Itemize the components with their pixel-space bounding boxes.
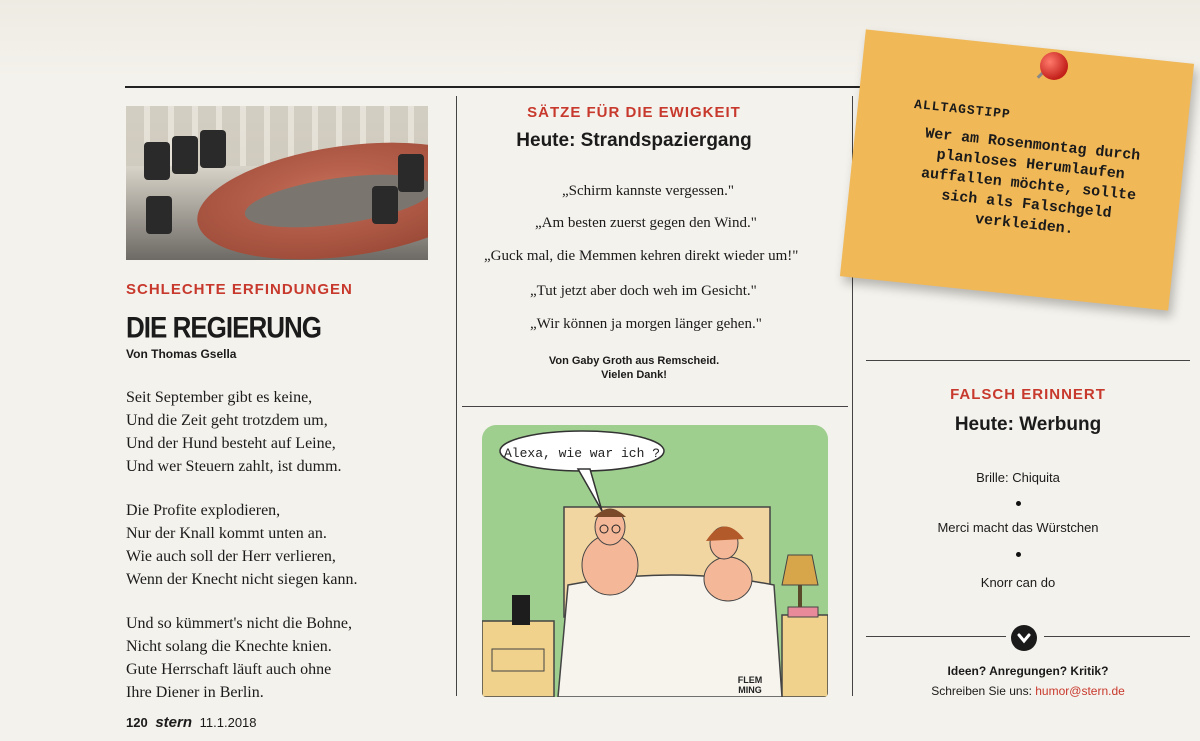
article-headline: DIE REGIERUNG	[126, 310, 322, 345]
quote-line: „Am besten zuerst gegen den Wind."	[535, 215, 757, 231]
contact-prompt: Ideen? Anregungen? Kritik?	[947, 664, 1109, 678]
photo-chair	[200, 130, 226, 168]
magazine-name: stern	[155, 714, 193, 731]
chevron-down-icon	[1011, 625, 1037, 651]
page-folio	[126, 714, 257, 731]
artist-signature: MING	[738, 685, 762, 695]
section-kicker: SÄTZE FÜR DIE EWIGKEIT	[527, 104, 741, 121]
section-headline: Heute: Strandspaziergang	[516, 130, 752, 151]
ad-slogan-item: Knorr can do	[980, 575, 1056, 590]
right-bottom-rule-left	[866, 636, 1006, 637]
poem-stanza	[126, 612, 446, 704]
issue-date: 11.1.2018	[199, 715, 257, 730]
poem-line: Und wer Steuern zahlt, ist dumm.	[126, 458, 342, 475]
photo-chair	[398, 154, 424, 192]
right-section-rule	[866, 360, 1190, 361]
sticky-note	[840, 29, 1194, 310]
speech-bubble-text: Alexa, wie war ich ?	[503, 446, 661, 461]
note-title: ALLTAGSTIPP	[913, 96, 1012, 122]
section-kicker: SCHLECHTE ERFINDUNGEN	[126, 281, 353, 298]
photo-chair	[144, 142, 170, 180]
cabinet-room-photo	[126, 106, 428, 260]
quote-credit	[460, 354, 808, 382]
cartoon-illustration	[482, 425, 828, 697]
poem-stanza	[126, 499, 446, 591]
poem-line: Die Profite explodieren,	[126, 502, 281, 519]
middle-section-rule	[462, 406, 848, 407]
bullet-dot-icon	[1016, 552, 1021, 557]
quote-line: „Guck mal, die Memmen kehren direkt wieder um!"	[484, 248, 799, 264]
poem-line: Und die Zeit geht trotzdem um,	[126, 412, 328, 429]
contact-line	[868, 684, 1188, 698]
quote-line: „Schirm kannste vergessen."	[562, 183, 735, 199]
credit-author: Von Gaby Groth aus Remscheid.	[548, 355, 720, 367]
poem-line: Und der Hund besteht auf Leine,	[126, 435, 336, 452]
ad-slogan-item: Merci macht das Würstchen	[937, 520, 1099, 535]
poem-line: Seit September gibt es keine,	[126, 389, 313, 406]
poem-line: Und so kümmert's nicht die Bohne,	[126, 615, 352, 632]
note-text: Wer am Rosenmontag durch planloses Herumlaufen auffallen möchte, sollte sich als Falschgeld verkleiden.	[920, 125, 1142, 239]
poem-line: Gute Herrschaft läuft auch ohne	[126, 661, 332, 678]
contact-prefix: Schreiben Sie uns:	[931, 684, 1036, 698]
bullet-dot-icon	[1016, 501, 1021, 506]
quote-line: „Tut jetzt aber doch weh im Gesicht."	[530, 283, 757, 299]
artist-signature: FLEM	[737, 675, 763, 685]
right-bottom-rule-right	[1044, 636, 1190, 637]
cartoon-drawing	[482, 425, 828, 697]
poem-line: Nicht solang die Knechte knien.	[126, 638, 332, 655]
contact-email-link[interactable]: humor@stern.de	[1035, 684, 1125, 698]
section-headline: Heute: Werbung	[954, 414, 1102, 435]
column-divider-left	[456, 96, 457, 696]
poem-line: Wie auch soll der Herr verlieren,	[126, 548, 336, 565]
quote-line: „Wir können ja morgen länger gehen."	[530, 316, 762, 332]
poem-line: Ihre Diener in Berlin.	[126, 684, 264, 701]
poem-stanza	[126, 386, 446, 478]
photo-chair	[146, 196, 172, 234]
credit-thanks: Vielen Dank!	[601, 369, 667, 381]
poem-line: Nur der Knall kommt unten an.	[126, 525, 327, 542]
page-number: 120	[126, 715, 148, 730]
poem-line: Wenn der Knecht nicht siegen kann.	[126, 571, 358, 588]
photo-chair	[372, 186, 398, 224]
article-byline: Von Thomas Gsella	[126, 347, 237, 361]
ad-slogan-item: Brille: Chiquita	[976, 470, 1060, 485]
pushpin-icon	[1040, 52, 1068, 80]
section-kicker: FALSCH ERINNERT	[950, 386, 1106, 403]
photo-chair	[172, 136, 198, 174]
